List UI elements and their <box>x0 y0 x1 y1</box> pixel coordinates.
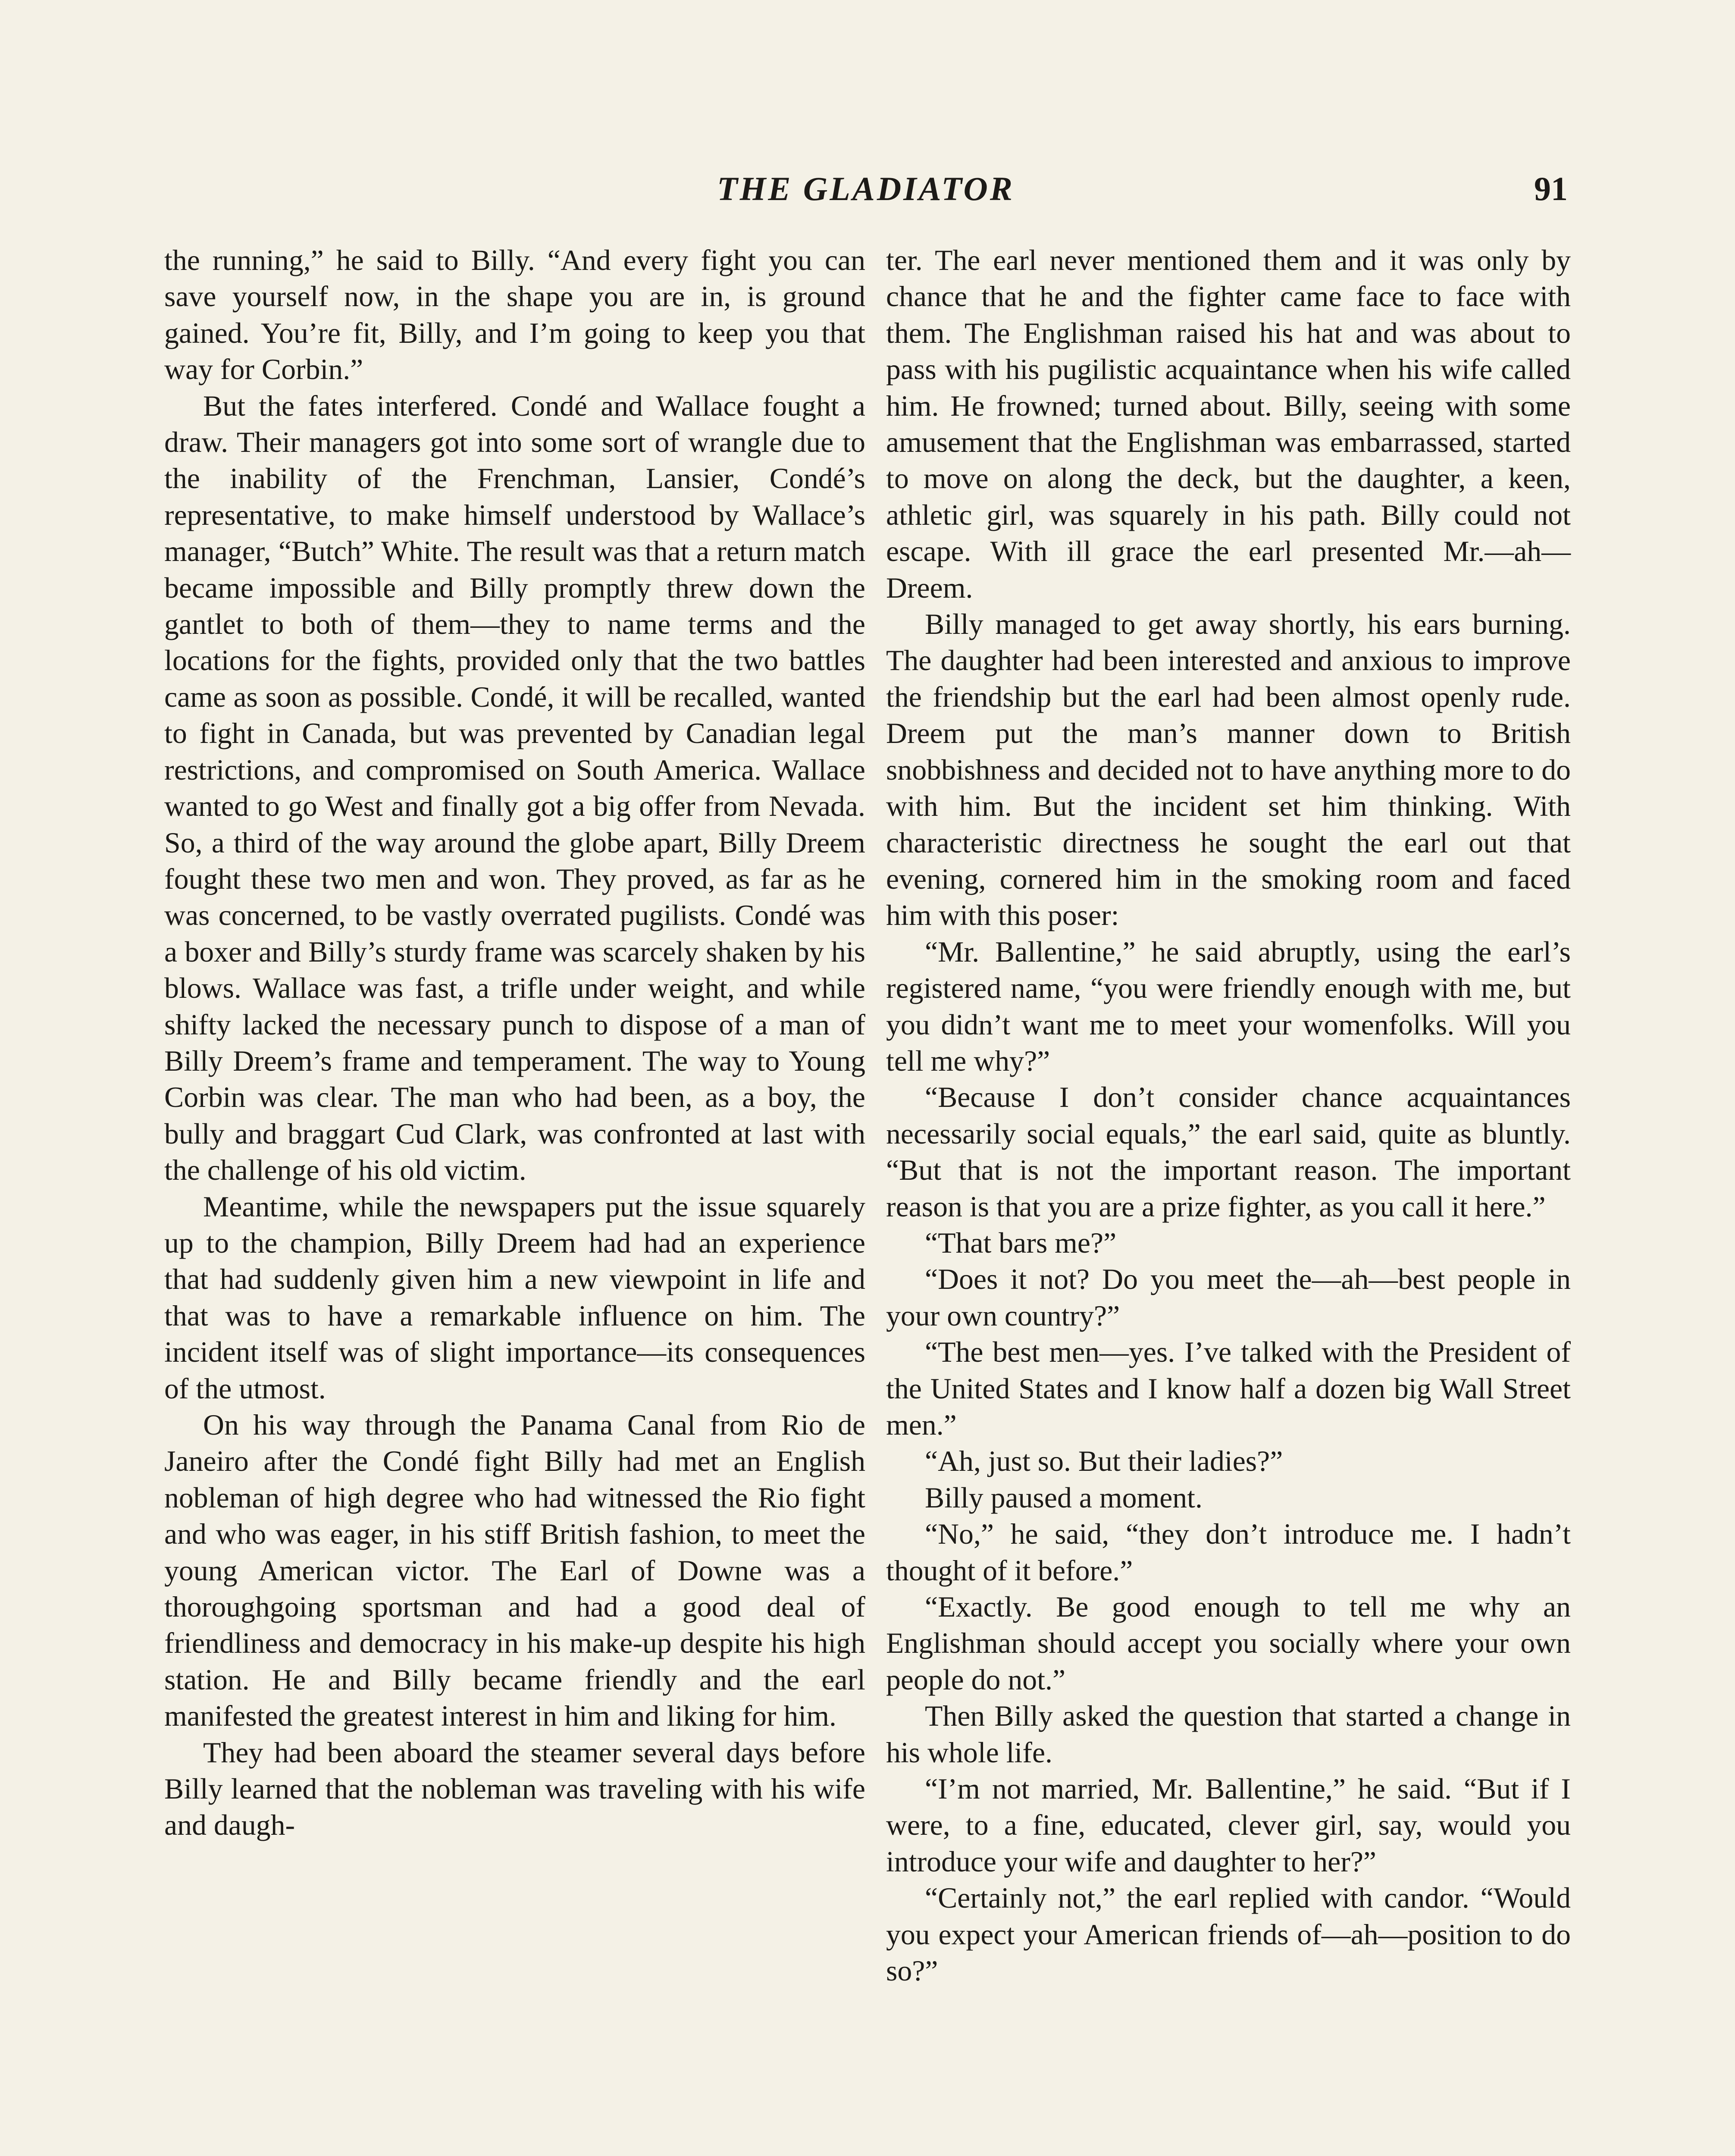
paragraph: “Does it not? Do you meet the—ah—best people in your own country?” <box>886 1263 1571 1332</box>
page-number: 91 <box>1534 170 1568 207</box>
paragraph: “Mr. Ballentine,” he said abruptly, using the earl’s registered name, “you were friendly enough with me, but you didn’t want me to meet your womenfolks. Will you tell me why?” <box>886 935 1571 1077</box>
paragraph: “Certainly not,” the earl replied with candor. “Would you expect your American friends of—ah—position to do so?” <box>886 1882 1571 1987</box>
paragraph: “Ah, just so. But their ladies?” <box>925 1445 1283 1478</box>
paragraph: “That bars me?” <box>925 1226 1117 1259</box>
paragraph: “Exactly. Be good enough to tell me why an Englishman should accept you socially where your own people do not.” <box>886 1591 1571 1696</box>
paragraph: They had been aboard the steamer several days before Billy learned that the nobleman was traveling with his wife and daugh- <box>164 1736 865 1842</box>
paragraph: Then Billy asked the question that started a change in his whole life. <box>886 1700 1571 1769</box>
paragraph: “Because I don’t consider chance acquaintances necessarily social equals,” the earl said, quite as bluntly. “But that is not the important reason. The important reason is that you are a prize fighter, as you call it here.” <box>886 1081 1571 1223</box>
paragraph: Billy paused a moment. <box>925 1481 1203 1514</box>
paragraph: “The best men—yes. I’ve talked with the President of the United States and I know half a dozen big Wall Street men.” <box>886 1336 1571 1441</box>
right-column <box>886 242 1571 1990</box>
running-title: THE GLADIATOR <box>717 170 1015 207</box>
paragraph: Billy managed to get away shortly, his ears burning. The daughter had been interested and anxious to improve the friendship but the earl had been almost openly rude. Dreem put the man’s manner down to British snobbishness and decided not to have anything more to do with him. But the incident set him thinking. With characteristic directness he sought the earl out that evening, cornered him in the smoking room and faced him with this poser: <box>886 608 1571 932</box>
paragraph: “I’m not married, Mr. Ballentine,” he said. “But if I were, to a fine, educated, clever girl, say, would you introduce your wife and daughter to her?” <box>886 1773 1571 1878</box>
paragraph: On his way through the Panama Canal from Rio de Janeiro after the Condé fight Billy had met an English nobleman of high degree who had witnessed the Rio fight and who was eager, in his stiff British fashion, to meet the young American victor. The Earl of Downe was a thoroughgoing sportsman and had a good deal of friendliness and democracy in his make-up despite his high station. He and Billy became friendly and the earl manifested the greatest interest in him and liking for him. <box>164 1409 865 1733</box>
page-header <box>164 167 1568 215</box>
paragraph: “No,” he said, “they don’t introduce me. I hadn’t thought of it before.” <box>886 1518 1571 1587</box>
paragraph: Meantime, while the newspapers put the issue squarely up to the champion, Billy Dreem had had an experience that had suddenly given him a new viewpoint in life and that was to have a remarkable influence on him. The incident itself was of slight importance—its consequences of the utmost. <box>164 1190 865 1405</box>
left-column <box>164 242 865 1844</box>
paragraph: ter. The earl never mentioned them and it was only by chance that he and the fighter came face to face with them. The Englishman raised his hat and was about to pass with his pugilistic acquaintance when his wife called him. He frowned; turned about. Billy, seeing with some amusement that the Englishman was embarrassed, started to move on along the deck, but the daughter, a keen, athletic girl, was squarely in his path. Billy could not escape. With ill grace the earl presented Mr.—ah—Dreem. <box>886 244 1571 604</box>
paragraph: But the fates interfered. Condé and Wallace fought a draw. Their managers got into some sort of wrangle due to the inability of the Frenchman, Lansier, Condé’s representative, to make himself understood by Wallace’s manager, “Butch” White. The result was that a return match became impossible and Billy promptly threw down the gantlet to both of them—they to name terms and the locations for the fights, provided only that the two battles came as soon as possible. Condé, it will be recalled, wanted to fight in Canada, but was prevented by Canadian legal restrictions, and compromised on South America. Wallace wanted to go West and finally got a big offer from Nevada. So, a third of the way around the globe apart, Billy Dreem fought these two men and won. They proved, as far as he was concerned, to be vastly overrated pugilists. Condé was a boxer and Billy’s sturdy frame was scarcely shaken by his blows. Wallace was fast, a trifle under weight, and while shifty lacked the necessary punch to dispose of a man of Billy Dreem’s frame and temperament. The way to Young Corbin was clear. The man who had been, as a boy, the bully and braggart Cud Clark, was confronted at last with the challenge of his old victim. <box>164 389 865 1187</box>
paragraph: the running,” he said to Billy. “And every fight you can save yourself now, in the shape you are in, is ground gained. You’re fit, Billy, and I’m going to keep you that way for Corbin.” <box>164 244 865 386</box>
